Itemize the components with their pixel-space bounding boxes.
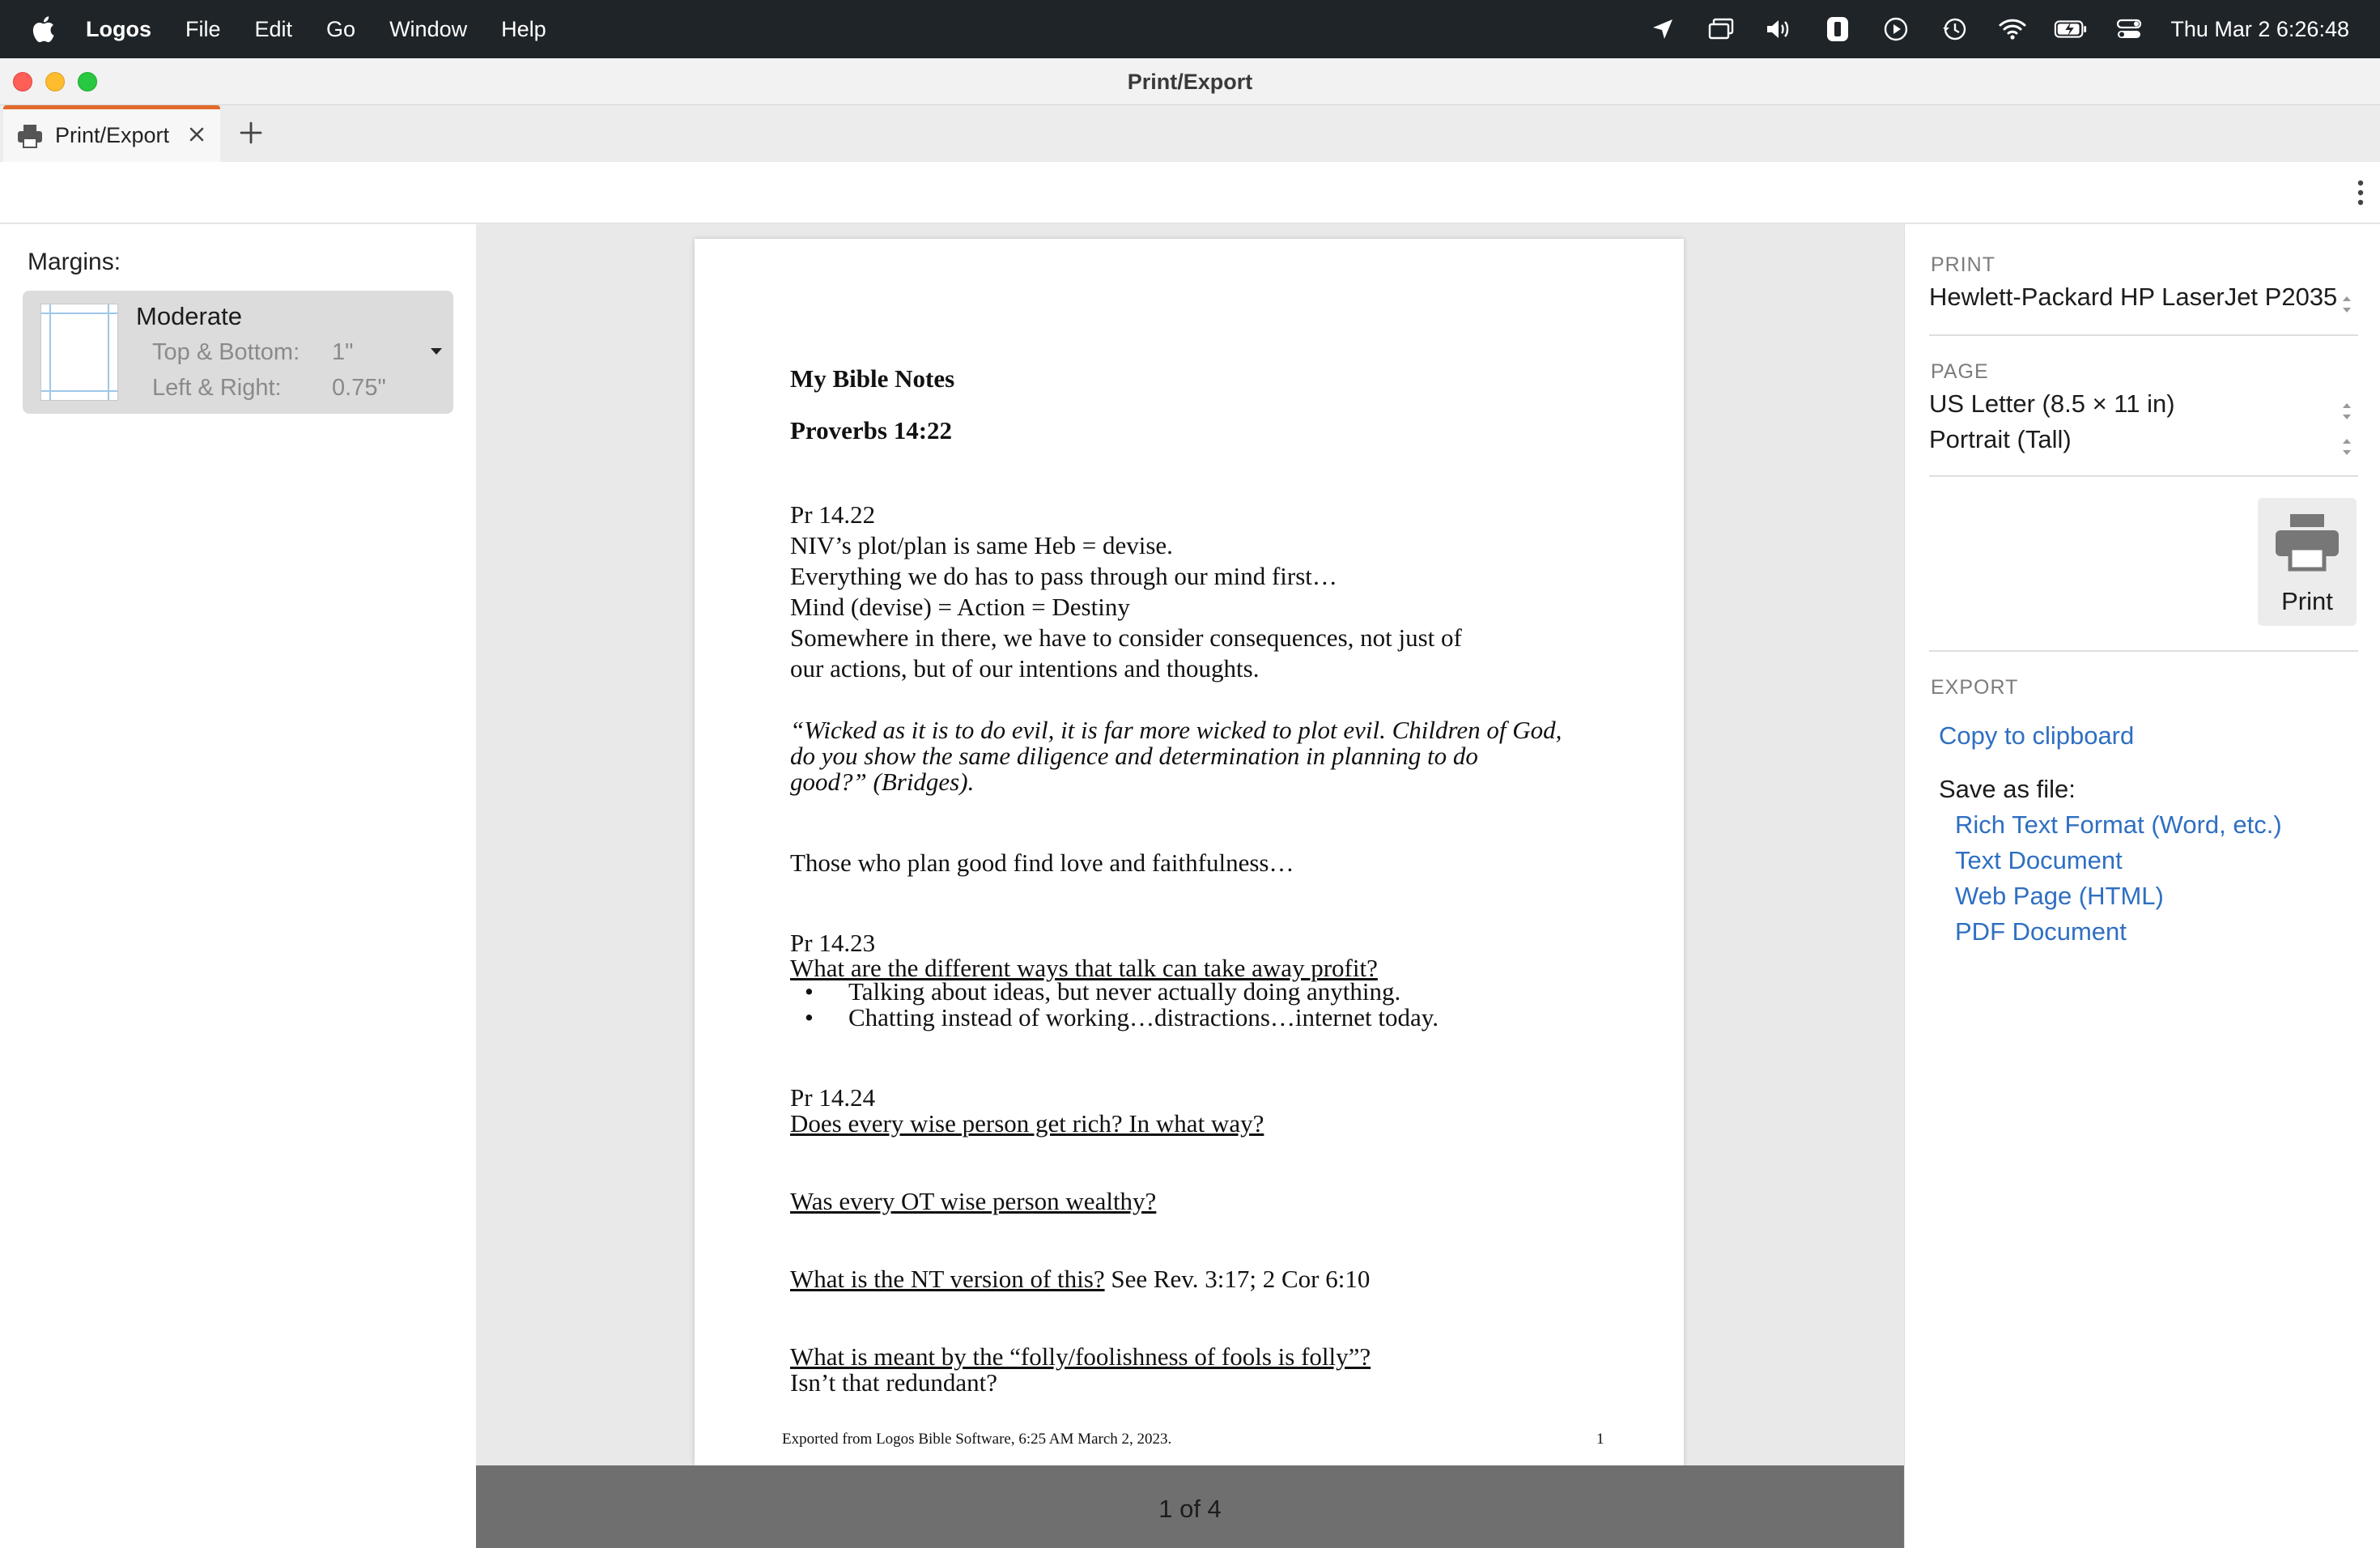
print-section-label: PRINT <box>1931 253 1995 276</box>
menu-help[interactable]: Help <box>501 16 546 41</box>
screen-mirroring-icon[interactable] <box>1704 12 1738 46</box>
page-footer: Exported from Logos Bible Software, 6:25 AM March 2, 2023. <box>782 1431 1172 1448</box>
save-as-file-label: Save as file: <box>1939 775 2076 803</box>
page-indicator: 1 of 4 <box>1158 1495 1222 1523</box>
bullet-item: Chatting instead of working…distractions…internet today. <box>848 1003 1439 1031</box>
text-line: Pr 14.22 <box>790 500 876 529</box>
quote-line: do you show the same diligence and determination in planning to do <box>790 742 1478 770</box>
window-title: Print/Export <box>1127 70 1253 94</box>
margin-preview-thumbnail <box>40 304 118 401</box>
quote-line: “Wicked as it is to do evil, it is far more wicked to plot evil. Children of God, <box>790 716 1562 744</box>
question-line: What is meant by the “folly/foolishness of fools is folly”? <box>790 1342 1371 1371</box>
stepper-arrows-icon[interactable] <box>2340 399 2353 423</box>
quote-line: good?” (Bridges). <box>790 768 975 796</box>
question-with-reference <box>790 1264 1370 1295</box>
print-button-label: Print <box>2281 587 2333 615</box>
print-preview-area <box>476 224 1904 1548</box>
printer-icon <box>16 122 44 150</box>
margin-preset-name: Moderate <box>136 302 242 330</box>
verse-ref: Pr 14.23 <box>790 929 876 957</box>
print-export-panel <box>1904 224 2380 1548</box>
bullet-marker: • <box>805 1003 814 1031</box>
margins-dropdown[interactable] <box>23 291 453 414</box>
menu-edit[interactable]: Edit <box>254 16 293 41</box>
bullet-item: Talking about ideas, but never actually doing anything. <box>848 977 1401 1006</box>
section-divider <box>1929 475 2358 477</box>
wifi-icon[interactable] <box>1995 12 2029 46</box>
print-button[interactable] <box>2258 498 2357 626</box>
macos-menu-bar <box>0 0 2380 58</box>
left-right-label: Left & Right: <box>152 375 282 401</box>
verse-ref: Pr 14.24 <box>790 1083 876 1112</box>
printer-select[interactable]: Hewlett-Packard HP LaserJet P2035 <box>1929 283 2338 311</box>
more-options-icon[interactable] <box>2352 178 2369 207</box>
location-arrow-icon[interactable] <box>1646 12 1680 46</box>
top-bottom-value: 1" <box>332 339 354 365</box>
margins-panel <box>0 224 476 1548</box>
volume-icon[interactable] <box>1762 12 1796 46</box>
control-center-icon[interactable] <box>2112 12 2146 46</box>
window-title-bar <box>0 58 2380 105</box>
document-title: My Bible Notes <box>790 364 955 393</box>
bullet-marker: • <box>805 977 814 1006</box>
menu-bar-clock[interactable]: Thu Mar 2 6:26:48 <box>2170 16 2349 41</box>
printer-icon <box>2274 512 2340 572</box>
export-pdf-link[interactable]: PDF Document <box>1955 917 2127 946</box>
tab-strip <box>0 105 2380 162</box>
section-divider <box>1929 334 2358 336</box>
text-line: Mind (devise) = Action = Destiny <box>790 593 1130 621</box>
left-right-margin-row <box>152 375 386 402</box>
page-navigator[interactable] <box>476 1465 1904 1548</box>
export-html-link[interactable]: Web Page (HTML) <box>1955 882 2164 910</box>
menu-window[interactable]: Window <box>389 16 468 41</box>
panel-toolbar <box>0 162 2380 223</box>
tab-print-export[interactable] <box>3 105 220 162</box>
document-subtitle: Proverbs 14:22 <box>790 416 953 444</box>
margins-label: Margins: <box>28 249 121 275</box>
question-line: Does every wise person get rich? In what way? <box>790 1109 1264 1138</box>
apple-icon[interactable] <box>31 15 57 44</box>
one-password-icon[interactable] <box>1821 12 1855 46</box>
page-number: 1 <box>1596 1431 1604 1448</box>
export-section-label: EXPORT <box>1931 676 2019 699</box>
left-right-value: 0.75" <box>332 375 386 401</box>
question-line: Was every OT wise person wealthy? <box>790 1187 1157 1215</box>
orientation-select[interactable]: Portrait (Tall) <box>1929 425 2072 453</box>
section-divider <box>1929 650 2358 652</box>
question-line: What are the different ways that talk can take away profit? <box>790 954 1378 982</box>
text-line: our actions, but of our intentions and thoughts. <box>790 654 1260 683</box>
stepper-arrows-icon[interactable] <box>2340 435 2353 459</box>
stepper-arrows-icon[interactable] <box>2340 292 2353 317</box>
text-line: Everything we do has to pass through our mind first… <box>790 562 1337 590</box>
tab-label: Print/Export <box>55 123 170 147</box>
export-rtf-link[interactable]: Rich Text Format (Word, etc.) <box>1955 810 2282 839</box>
copy-to-clipboard-link[interactable]: Copy to clipboard <box>1939 721 2135 750</box>
dropdown-caret-icon <box>429 346 444 355</box>
add-tab-icon[interactable] <box>236 118 266 147</box>
menu-file[interactable]: File <box>185 16 221 41</box>
question-text: What is the NT version of this? <box>790 1265 1105 1293</box>
top-bottom-margin-row <box>152 339 353 366</box>
top-bottom-label: Top & Bottom: <box>152 339 300 365</box>
page-section-label: PAGE <box>1931 360 1989 383</box>
play-circle-icon[interactable] <box>1879 12 1913 46</box>
text-line: Somewhere in there, we have to consider consequences, not just of <box>790 623 1462 652</box>
close-tab-icon[interactable] <box>185 122 209 147</box>
battery-charging-icon[interactable] <box>2054 12 2088 46</box>
export-text-link[interactable]: Text Document <box>1955 846 2123 874</box>
text-line: NIV’s plot/plan is same Heb = devise. <box>790 531 1173 559</box>
text-line: Isn’t that redundant? <box>790 1368 997 1397</box>
menu-app-name[interactable]: Logos <box>86 16 151 41</box>
text-line: Those who plan good find love and faithfulness… <box>790 848 1294 877</box>
status-area <box>1621 0 2349 58</box>
paper-size-select[interactable]: US Letter (8.5 × 11 in) <box>1929 389 2175 418</box>
time-machine-icon[interactable] <box>1937 12 1971 46</box>
preview-page[interactable] <box>695 239 1684 1465</box>
menu-go[interactable]: Go <box>326 16 356 41</box>
reference-text: See Rev. 3:17; 2 Cor 6:10 <box>1104 1265 1371 1293</box>
